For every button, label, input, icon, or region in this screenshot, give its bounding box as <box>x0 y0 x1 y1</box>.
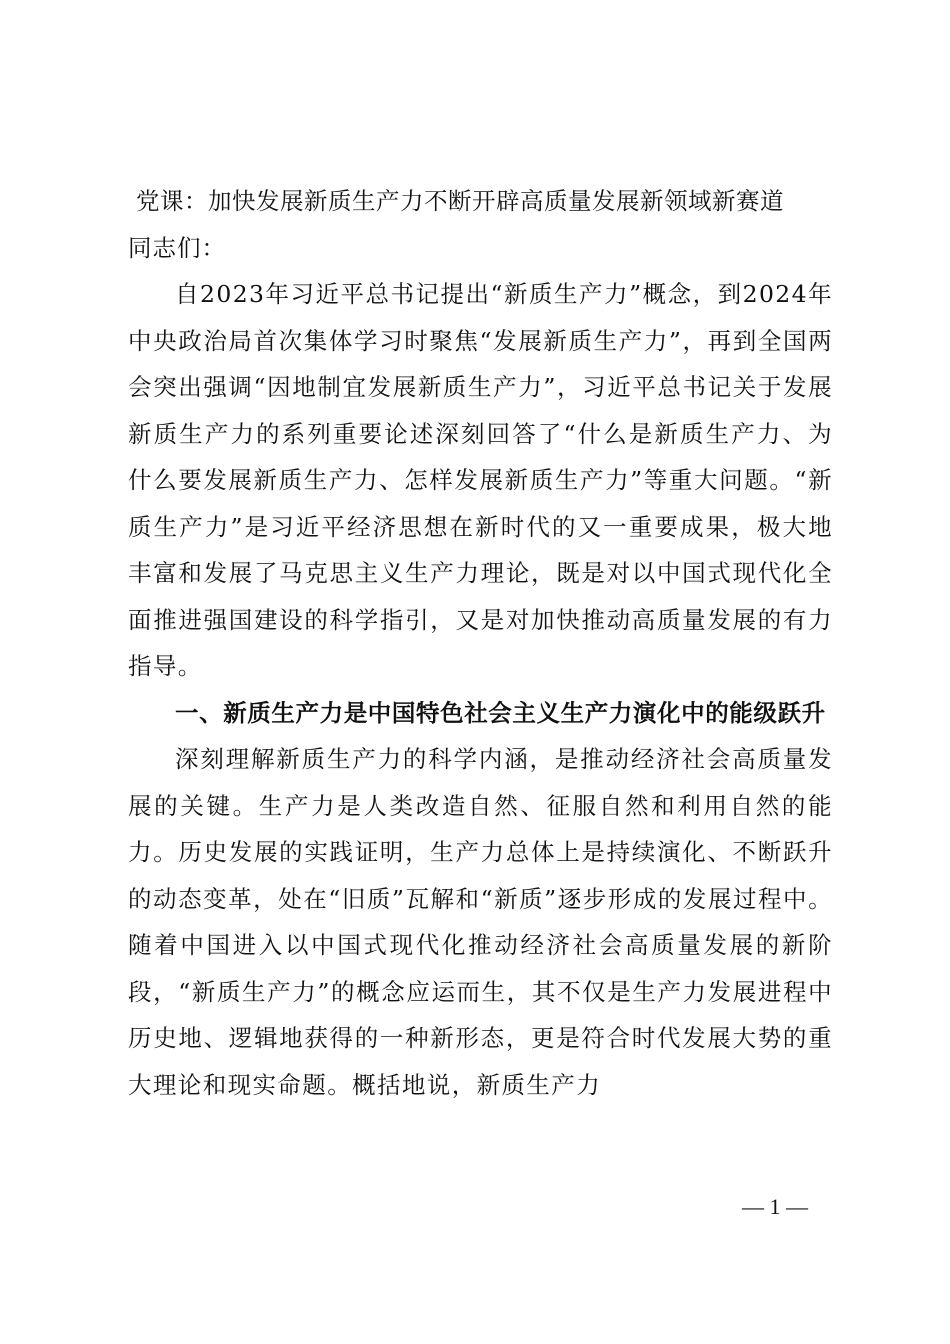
section-heading-1: 一、新质生产力是中国特色社会主义生产力演化中的能级跃升 <box>175 698 826 727</box>
document-body <box>128 178 833 1108</box>
intro-paragraph: 自2023年习近平总书记提出“新质生产力”概念，到2024年中央政治局首次集体学习时聚焦“发展新质生产力”，再到全国两会突出强调“因地制宜发展新质生产力”，习近平总书记关于发展新质生产力的系列重要论述深刻回答了“什么是新质生产力、为什么要发展新质生产力、怎样发展新质生产力”等重大问题。“新质生产力”是习近平经济思想在新时代的又一重要成果，极大地丰富和发展了马克思主义生产力理论，既是对以中国式现代化全面推进强国建设的科学指引，又是对加快推动高质量发展的有力指导。 <box>128 280 833 680</box>
page-number: — 1 — <box>742 1194 808 1219</box>
document-title: 党课：加快发展新质生产力不断开辟高质量发展新领域新赛道 <box>136 187 784 215</box>
salutation: 同志们： <box>128 233 226 262</box>
section-1-paragraph: 深刻理解新质生产力的科学内涵，是推动经济社会高质量发展的关键。生产力是人类改造自然、征服自然和利用自然的能力。历史发展的实践证明，生产力总体上是持续演化、不断跃升的动态变革，处在“旧质”瓦解和“新质”逐步形成的发展过程中。随着中国进入以中国式现代化推动经济社会高质量发展的新阶段，“新质生产力”的概念应运而生，其不仅是生产力发展进程中历史地、逻辑地获得的一种新形态，更是符合时代发展大势的重大理论和现实命题。概括地说，新质生产力 <box>128 745 833 1099</box>
